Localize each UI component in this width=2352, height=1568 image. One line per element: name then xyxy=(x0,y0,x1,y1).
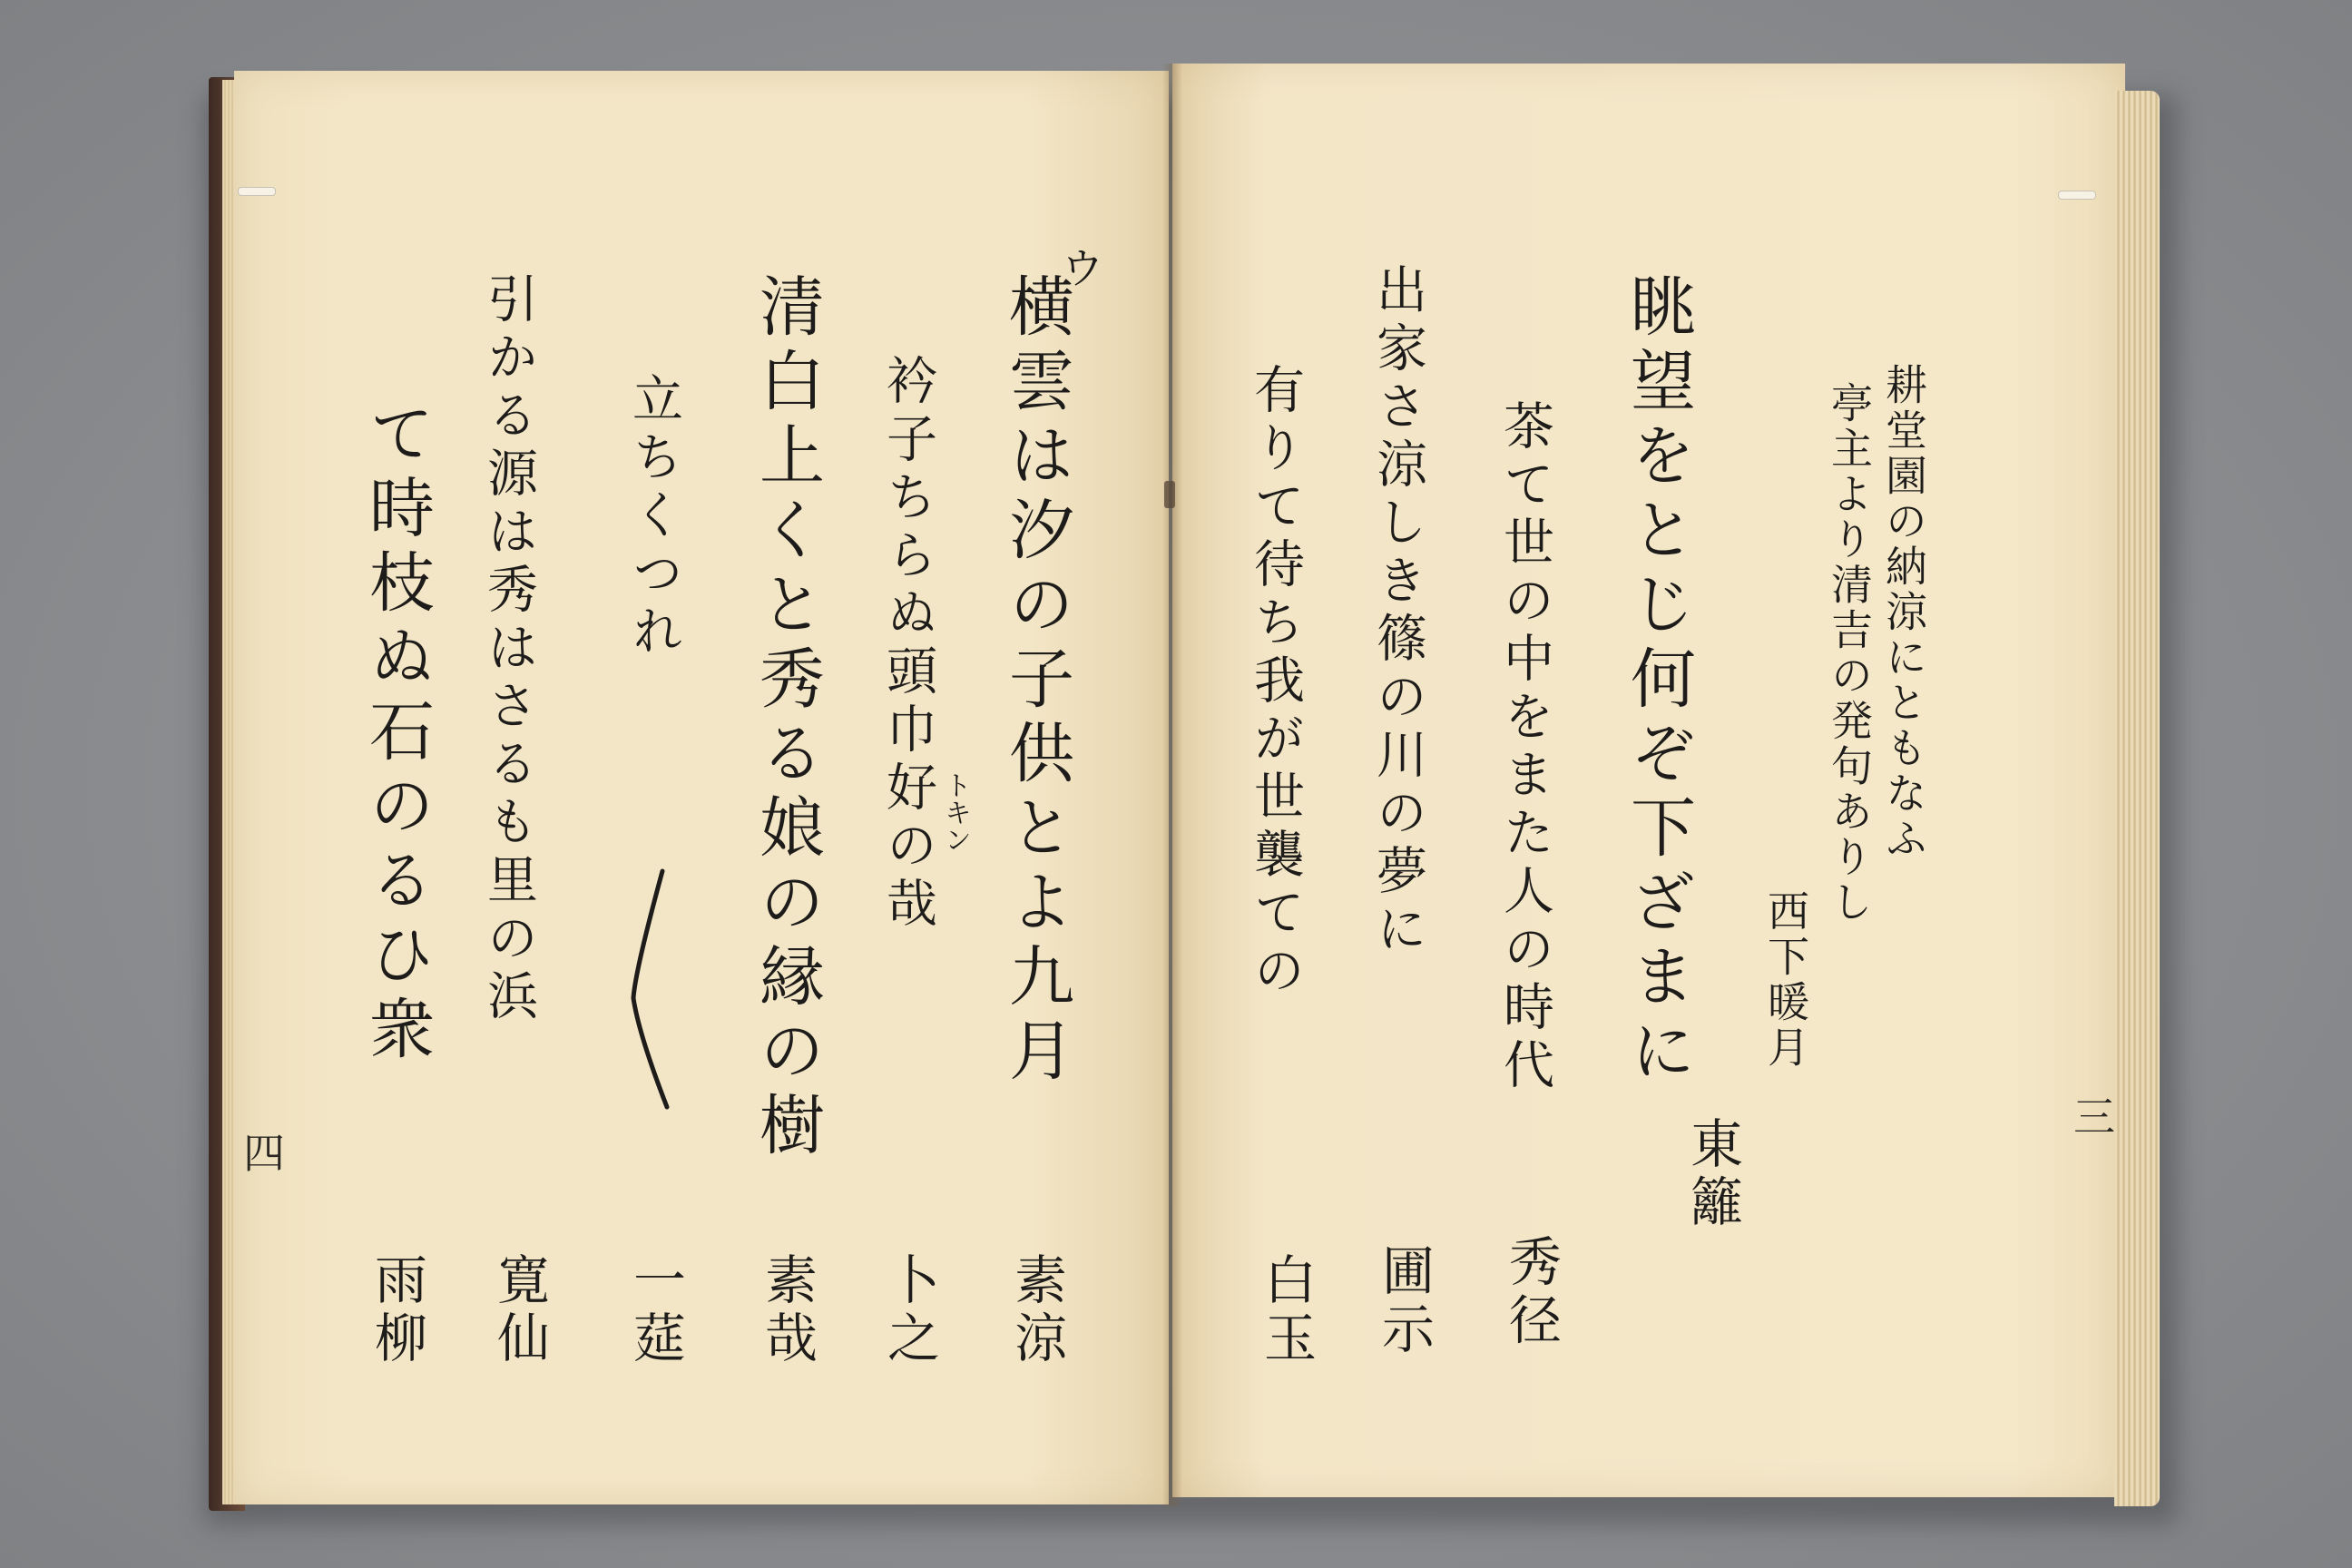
repeat-mark-icon xyxy=(626,862,681,1116)
verse-l6-author: 雨柳 xyxy=(366,1252,427,1368)
verse-l5-author: 寛仙 xyxy=(488,1252,550,1368)
binding-tear xyxy=(1164,481,1175,508)
preface-line-1: 耕堂園の納涼にともなふ xyxy=(1879,363,1928,862)
verse-r3-text: 出家さ涼しき篠の川の夢に xyxy=(1368,263,1427,960)
verse-l2-author: 卜之 xyxy=(878,1252,940,1368)
verse-l4-text: 立ちくつれ xyxy=(624,372,683,662)
verse-l6-text: て時枝ぬ石のるひ衆 xyxy=(358,399,435,1069)
verse-l5-text: 引かる源は秀はさるも里の浜 xyxy=(479,272,538,1027)
verse-r1-author: 東籬 xyxy=(1681,1116,1743,1232)
left-page-number: 四 xyxy=(243,1129,289,1178)
verse-r2-text: 茶て世の中をまた人の時代 xyxy=(1495,399,1554,1096)
right-page-number: 三 xyxy=(2073,1093,2119,1142)
verse-l4-author: 一莚 xyxy=(624,1252,686,1368)
verse-l2-text: 衿子ちらぬ頭巾好の哉 xyxy=(878,354,937,935)
binding-hole-left xyxy=(238,187,276,196)
verse-r4-author: 白玉 xyxy=(1255,1252,1317,1368)
verse-r1-text: 眺望をとじ何ぞ下ざまに xyxy=(1620,272,1696,1091)
mark-u: ウ xyxy=(1062,244,1107,293)
verse-r4-text: 有りて待ち我が世襲ての xyxy=(1246,363,1305,1002)
book-gutter xyxy=(1163,64,1181,1506)
verse-r2-author: 秀径 xyxy=(1500,1234,1562,1350)
verse-r3-author: 圃示 xyxy=(1373,1243,1435,1359)
verse-l3-text: 清白上くと秀る娘の縁の樹 xyxy=(749,272,825,1165)
page-stack-right xyxy=(2114,91,2160,1506)
verse-l2-ruby: トキン xyxy=(939,771,971,853)
verse-l1-author: 素涼 xyxy=(1005,1252,1067,1368)
verse-l3-author: 素哉 xyxy=(756,1252,818,1368)
preface-line-2: 亭主より清吉の発句ありし xyxy=(1825,381,1874,926)
verse-l1-text: 横雲は汐の子供とよ九月 xyxy=(998,272,1074,1091)
binding-hole-right xyxy=(2058,191,2096,200)
preface-signature: 西下暖月 xyxy=(1761,889,1810,1071)
